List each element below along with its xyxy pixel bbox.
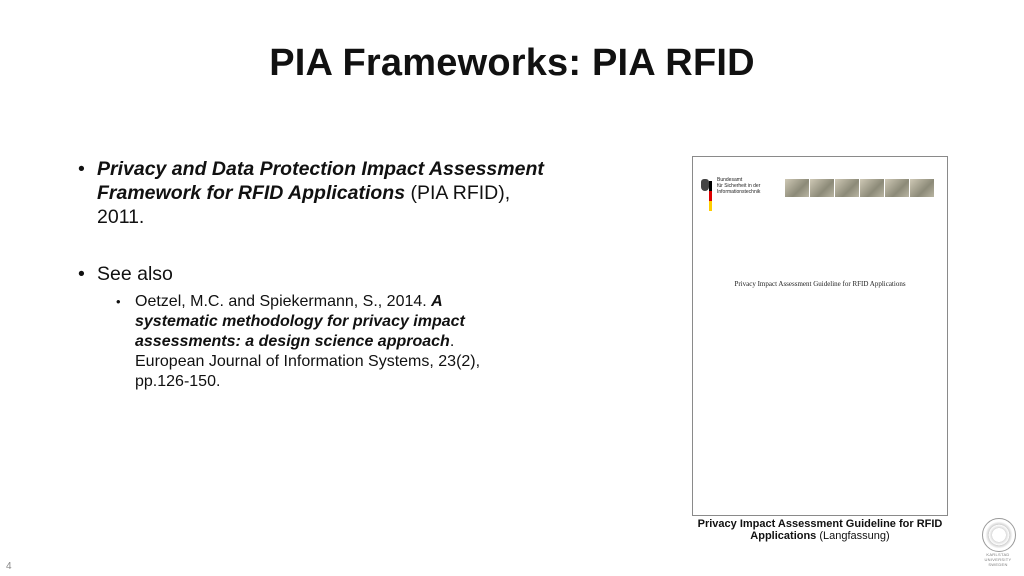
bullet-see-also — [76, 262, 546, 286]
eagle-icon — [701, 179, 709, 191]
bullet-marker: • — [78, 263, 85, 285]
bullet-pia-rfid — [76, 157, 546, 229]
bullet-list — [76, 157, 546, 392]
caption-title: Privacy Impact Assessment Guideline for RFID Applications — [697, 518, 943, 542]
framework-name: Privacy and Data Protection Impact Assessment Framework for RFID Applications — [97, 158, 544, 204]
caption-note: (Langfassung) — [816, 530, 890, 542]
see-also-label: See also — [97, 263, 173, 285]
reference-journal: European Journal of Information Systems, 23(2), pp.126-150. — [135, 353, 481, 390]
document-heading: Privacy Impact Assessment Guideline for RFID Applications — [734, 280, 906, 288]
university-logo-text: KARLSTAD UNIVERSITY SWEDEN — [984, 552, 1012, 567]
reference-period: . — [449, 333, 455, 350]
slide-title: PIA Frameworks: PIA RFID — [269, 42, 755, 84]
image-caption — [692, 518, 948, 542]
reference-authors: Oetzel, M.C. and Spiekermann, S., 2014. — [135, 293, 432, 310]
framework-details: (PIA RFID), 2011. — [97, 182, 511, 228]
university-seal-icon — [982, 518, 1016, 552]
sub-bullet-marker: • — [116, 294, 121, 309]
document-cover-image — [692, 156, 948, 516]
reference-item — [116, 292, 520, 392]
agency-name: Bundesamt für Sicherheit in der Informationstechnik — [717, 177, 761, 195]
reference-title: A systematic methodology for privacy impact assessments: a design science approach — [135, 293, 465, 350]
bullet-marker: • — [78, 158, 85, 180]
page-number: 4 — [6, 561, 12, 572]
header-photo-strip — [785, 179, 934, 197]
flag-icon — [709, 181, 712, 211]
